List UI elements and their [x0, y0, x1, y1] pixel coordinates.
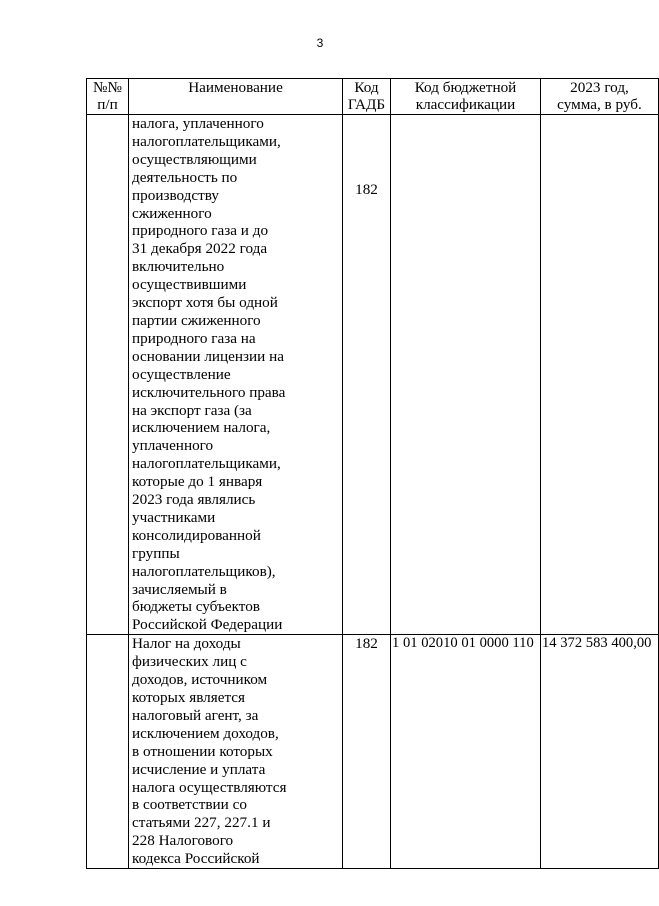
table-row — [87, 115, 659, 635]
header-gadb — [343, 79, 391, 115]
name-line: 31 декабря 2022 года — [132, 240, 268, 258]
name-line: кодекса Российской — [132, 850, 260, 868]
name-line: налогоплательщиками, — [132, 455, 281, 473]
row-2-amount: 14 372 583 400,00 — [541, 635, 659, 869]
header-kbk-line-1: Код бюджетной — [414, 79, 517, 96]
name-line: природного газа и до — [132, 222, 269, 240]
row-2-name — [129, 635, 343, 869]
name-line: исчисление и уплата — [132, 760, 266, 778]
name-line: налоговый агент, за — [132, 706, 259, 724]
name-line: в отношении которых — [132, 742, 273, 760]
name-line: налогоплательщиков), — [132, 562, 276, 580]
name-line: исключением доходов, — [132, 724, 279, 742]
row-2-kbk: 1 01 02010 01 0000 110 — [391, 635, 541, 869]
row-2-num — [87, 635, 129, 869]
name-line: которых является — [132, 689, 246, 706]
name-line: зачисляемый в — [132, 580, 227, 598]
name-line: исключительного права — [132, 383, 286, 401]
name-line: экспорт хотя бы одной — [132, 294, 278, 312]
header-gadb-line-2: ГАДБ — [347, 96, 386, 113]
name-line: Российской Федерации — [132, 616, 283, 634]
name-line: основании лицензии на — [132, 347, 284, 365]
name-line: на экспорт газа (за — [132, 401, 252, 419]
name-line: осуществившими — [132, 276, 247, 294]
row-1-num — [87, 115, 129, 635]
header-num-line-2: п/п — [97, 96, 118, 113]
name-line: группы — [132, 544, 180, 562]
header-gadb-line-1: Код — [354, 79, 379, 96]
name-line: бюджеты субъектов — [132, 598, 260, 616]
name-line: налогоплательщиками, — [132, 132, 281, 150]
row-1-gadb: 182 — [343, 115, 391, 635]
header-name-line-1: Наименование — [188, 79, 283, 96]
name-line: осуществление — [132, 365, 231, 383]
name-line: в соответствии со — [132, 796, 247, 814]
page-number: 3 — [316, 36, 324, 50]
header-amount-line-2: сумма, в руб. — [557, 96, 642, 113]
name-line: которые до 1 января — [132, 473, 263, 491]
name-line: Налог на доходы — [132, 635, 241, 653]
header-num-line-1: №№ — [93, 79, 122, 96]
name-line: физических лиц с — [132, 653, 247, 671]
name-line: уплаченного — [132, 437, 214, 455]
header-kbk — [391, 79, 541, 115]
row-1-name — [129, 115, 343, 635]
table-row — [87, 635, 659, 869]
name-line: участниками — [132, 508, 216, 526]
header-num — [87, 79, 129, 115]
name-line: налога осуществляются — [132, 778, 287, 796]
name-line: партии сжиженного — [132, 311, 261, 329]
name-line: осуществляющими — [132, 150, 257, 168]
name-line: доходов, источником — [132, 671, 268, 689]
header-amount-line-1: 2023 год, — [570, 79, 629, 96]
header-amount — [541, 79, 659, 115]
header-name — [129, 79, 343, 115]
name-line: производству — [132, 186, 220, 204]
name-line: консолидированной — [132, 526, 261, 544]
name-line: 228 Налогового — [132, 832, 234, 850]
row-1-kbk — [391, 115, 541, 635]
name-line: сжиженного — [132, 204, 212, 222]
table-header-row — [87, 79, 659, 115]
row-2-gadb: 182 — [343, 635, 391, 869]
name-line: статьями 227, 227.1 и — [132, 814, 271, 832]
row-1-amount — [541, 115, 659, 635]
name-line: включительно — [132, 258, 225, 276]
name-line: налога, уплаченного — [132, 115, 264, 132]
name-line: природного газа на — [132, 329, 256, 347]
name-line: 2023 года являлись — [132, 491, 256, 509]
name-line: деятельность по — [132, 168, 238, 186]
header-kbk-line-2: классификации — [415, 96, 516, 113]
name-line: исключением налога, — [132, 419, 271, 437]
budget-table — [86, 78, 659, 869]
